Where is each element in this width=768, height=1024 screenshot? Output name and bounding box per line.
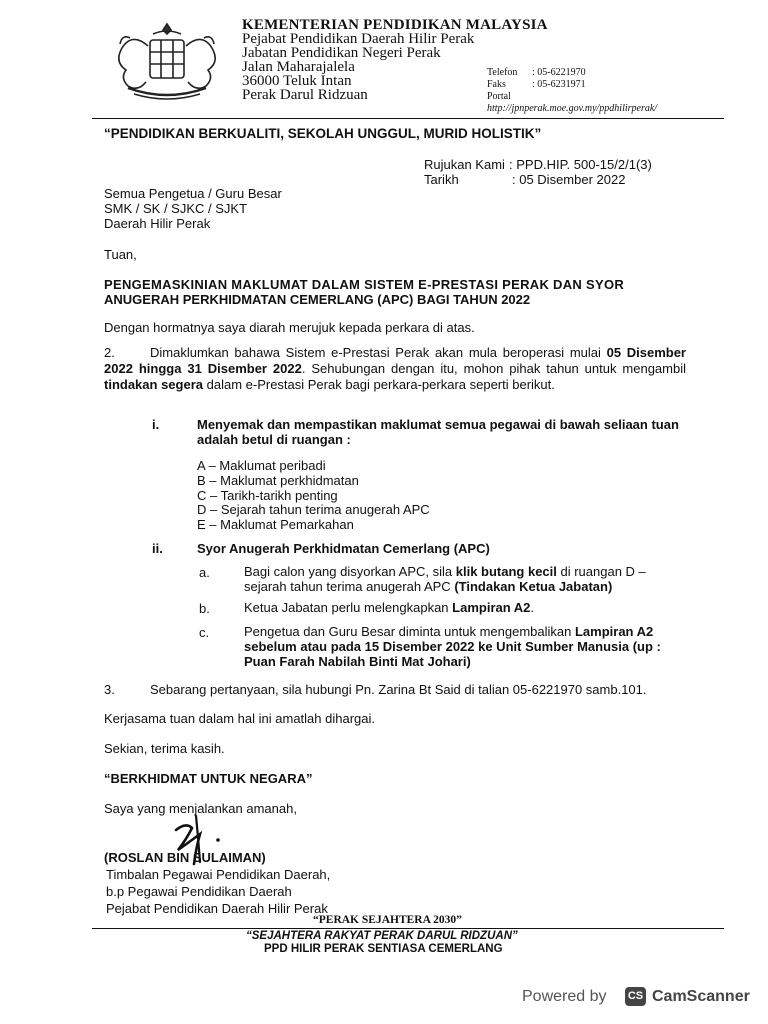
tarikh-value: : 05 Disember 2022 [512, 172, 626, 187]
subject-line: PENGEMASKINIAN MAKLUMAT DALAM SISTEM E-PRESTASI PERAK DAN SYOR [104, 277, 625, 292]
item-ii-a-b1: klik butang kecil [455, 564, 557, 579]
ruangan-list-item: D – Sejarah tahun terima anugerah APC [197, 502, 430, 517]
item-i-text: Menyemak dan mempastikan maklumat semua pegawai di bawah seliaan tuan adalah betul di ruangan : [197, 417, 679, 447]
rujukan-label: Rujukan Kami [424, 157, 505, 172]
amanah-line: Saya yang menjalankan amanah, [104, 801, 297, 816]
ruangan-list-item: C – Tarikh-tarikh penting [197, 488, 338, 503]
address-line: Perak Darul Ridzuan [242, 87, 368, 103]
para3-text: Sebarang pertanyaan, sila hubungi Pn. Zarina Bt Said di talian 05-6221970 samb.101. [150, 682, 647, 697]
camscanner-logo-icon [625, 987, 646, 1006]
signatory-name: (ROSLAN BIN SULAIMAN) [104, 850, 266, 865]
tarikh-label: Tarikh [424, 172, 459, 187]
para2-dates: 05 Disember 2022 hingga 31 Disember 2022 [104, 345, 686, 376]
signatory-title: b.p Pegawai Pendidikan Daerah [106, 884, 292, 899]
jata-negara-crest-icon [108, 18, 226, 104]
address-line: Jabatan Pendidikan Negeri Perak [242, 45, 441, 61]
item-ii-a-t1: Bagi calon yang disyorkan APC, sila [244, 564, 456, 579]
ruangan-list-item: E – Maklumat Pemarkahan [197, 517, 354, 532]
ruangan-list-item: B – Maklumat perkhidmatan [197, 473, 359, 488]
para2-text [104, 345, 686, 393]
closing-line: Kerjasama tuan dalam hal ini amatlah dihargai. [104, 711, 375, 726]
portal-label: Portal [487, 91, 511, 102]
item-ii-c-b1: Lampiran A2 sebelum atau pada 15 Disember 2022 ke Unit Sumber Manusia (up : Puan Farah Nabilah Binti Mat Johari) [244, 624, 661, 669]
telefon-label: Telefon [487, 67, 518, 78]
item-ii-number: ii. [152, 541, 163, 556]
footer-slogan-2: “SEJAHTERA RAKYAT PERAK DARUL RIDZUAN” [246, 930, 518, 942]
item-ii-b-t2: . [530, 600, 535, 615]
footer-slogan-1: “PERAK SEJAHTERA 2030” [313, 914, 462, 926]
footer-divider [92, 928, 724, 929]
header-divider [92, 118, 724, 119]
subject-line: ANUGERAH PERKHIDMATAN CEMERLANG (APC) BAGI TAHUN 2022 [104, 292, 531, 307]
recipient-line: Semua Pengetua / Guru Besar [104, 186, 282, 201]
telefon-value: : 05-6221970 [532, 67, 586, 78]
signatory-title: Pejabat Pendidikan Daerah Hilir Perak [106, 901, 328, 916]
footer-slogan-3: PPD HILIR PERAK SENTIASA CEMERLANG [264, 943, 503, 955]
address-line: Jalan Maharajalela [242, 59, 355, 75]
para2-text-2: . Sehubungan dengan itu, mohon pihak tahun untuk mengambil [301, 361, 686, 376]
rujukan-value: : PPD.HIP. 500-15/2/1(3) [509, 157, 652, 172]
slogan: “BERKHIDMAT UNTUK NEGARA” [104, 771, 313, 786]
para2-number: 2. [104, 345, 115, 360]
para2-action: tindakan segera [104, 377, 203, 392]
item-ii-a-number: a. [199, 565, 210, 580]
item-ii-a-b2: (Tindakan Ketua Jabatan) [454, 579, 613, 594]
item-ii-c-text [244, 624, 686, 669]
item-ii-title: Syor Anugerah Perkhidmatan Cemerlang (APC) [197, 541, 490, 556]
powered-by-text: Powered by [522, 988, 607, 1005]
recipient-line: Daerah Hilir Perak [104, 216, 211, 231]
address-line: 36000 Teluk Intan [242, 73, 352, 89]
item-ii-a-t2: di ruangan D – sejarah tahun terima anugerah APC [244, 564, 646, 594]
para2-text-1: Dimaklumkan bahawa Sistem e-Prestasi Perak akan mula beroperasi mulai [150, 345, 607, 360]
ruangan-list-item: A – Maklumat peribadi [197, 458, 326, 473]
item-ii-c-t1: Pengetua dan Guru Besar diminta untuk mengembalikan [244, 624, 575, 639]
item-ii-c-number: c. [199, 625, 210, 640]
faks-value: : 05-6231971 [532, 79, 586, 90]
intro-paragraph: Dengan hormatnya saya diarah merujuk kepada perkara di atas. [104, 320, 475, 335]
signatory-title: Timbalan Pegawai Pendidikan Daerah, [106, 867, 331, 882]
address-line: Pejabat Pendidikan Daerah Hilir Perak [242, 31, 475, 47]
item-ii-b-number: b. [199, 601, 210, 616]
camscanner-icon-text: CS [627, 990, 644, 1002]
item-ii-b-b1: Lampiran A2 [452, 600, 531, 615]
item-ii-b-text [244, 600, 534, 615]
faks-label: Faks [487, 79, 506, 90]
item-i-number: i. [152, 417, 160, 432]
para2-text-3: dalam e-Prestasi Perak bagi perkara-perkara seperti berikut. [203, 377, 555, 392]
portal-url[interactable]: http://jpnperak.moe.gov.my/ppdhilirperak/ [487, 103, 658, 114]
item-ii-b-t1: Ketua Jabatan perlu melengkapkan [244, 600, 453, 615]
recipient-line: SMK / SK / SJKC / SJKT [104, 201, 248, 216]
closing-line: Sekian, terima kasih. [104, 741, 225, 756]
motto: “PENDIDIKAN BERKUALITI, SEKOLAH UNGGUL, MURID HOLISTIK” [104, 126, 542, 141]
ministry-name: KEMENTERIAN PENDIDIKAN MALAYSIA [242, 17, 548, 33]
camscanner-brand: CamScanner [652, 988, 750, 1005]
item-ii-a-text [244, 564, 686, 594]
salutation: Tuan, [104, 247, 137, 262]
para3-number: 3. [104, 682, 115, 697]
